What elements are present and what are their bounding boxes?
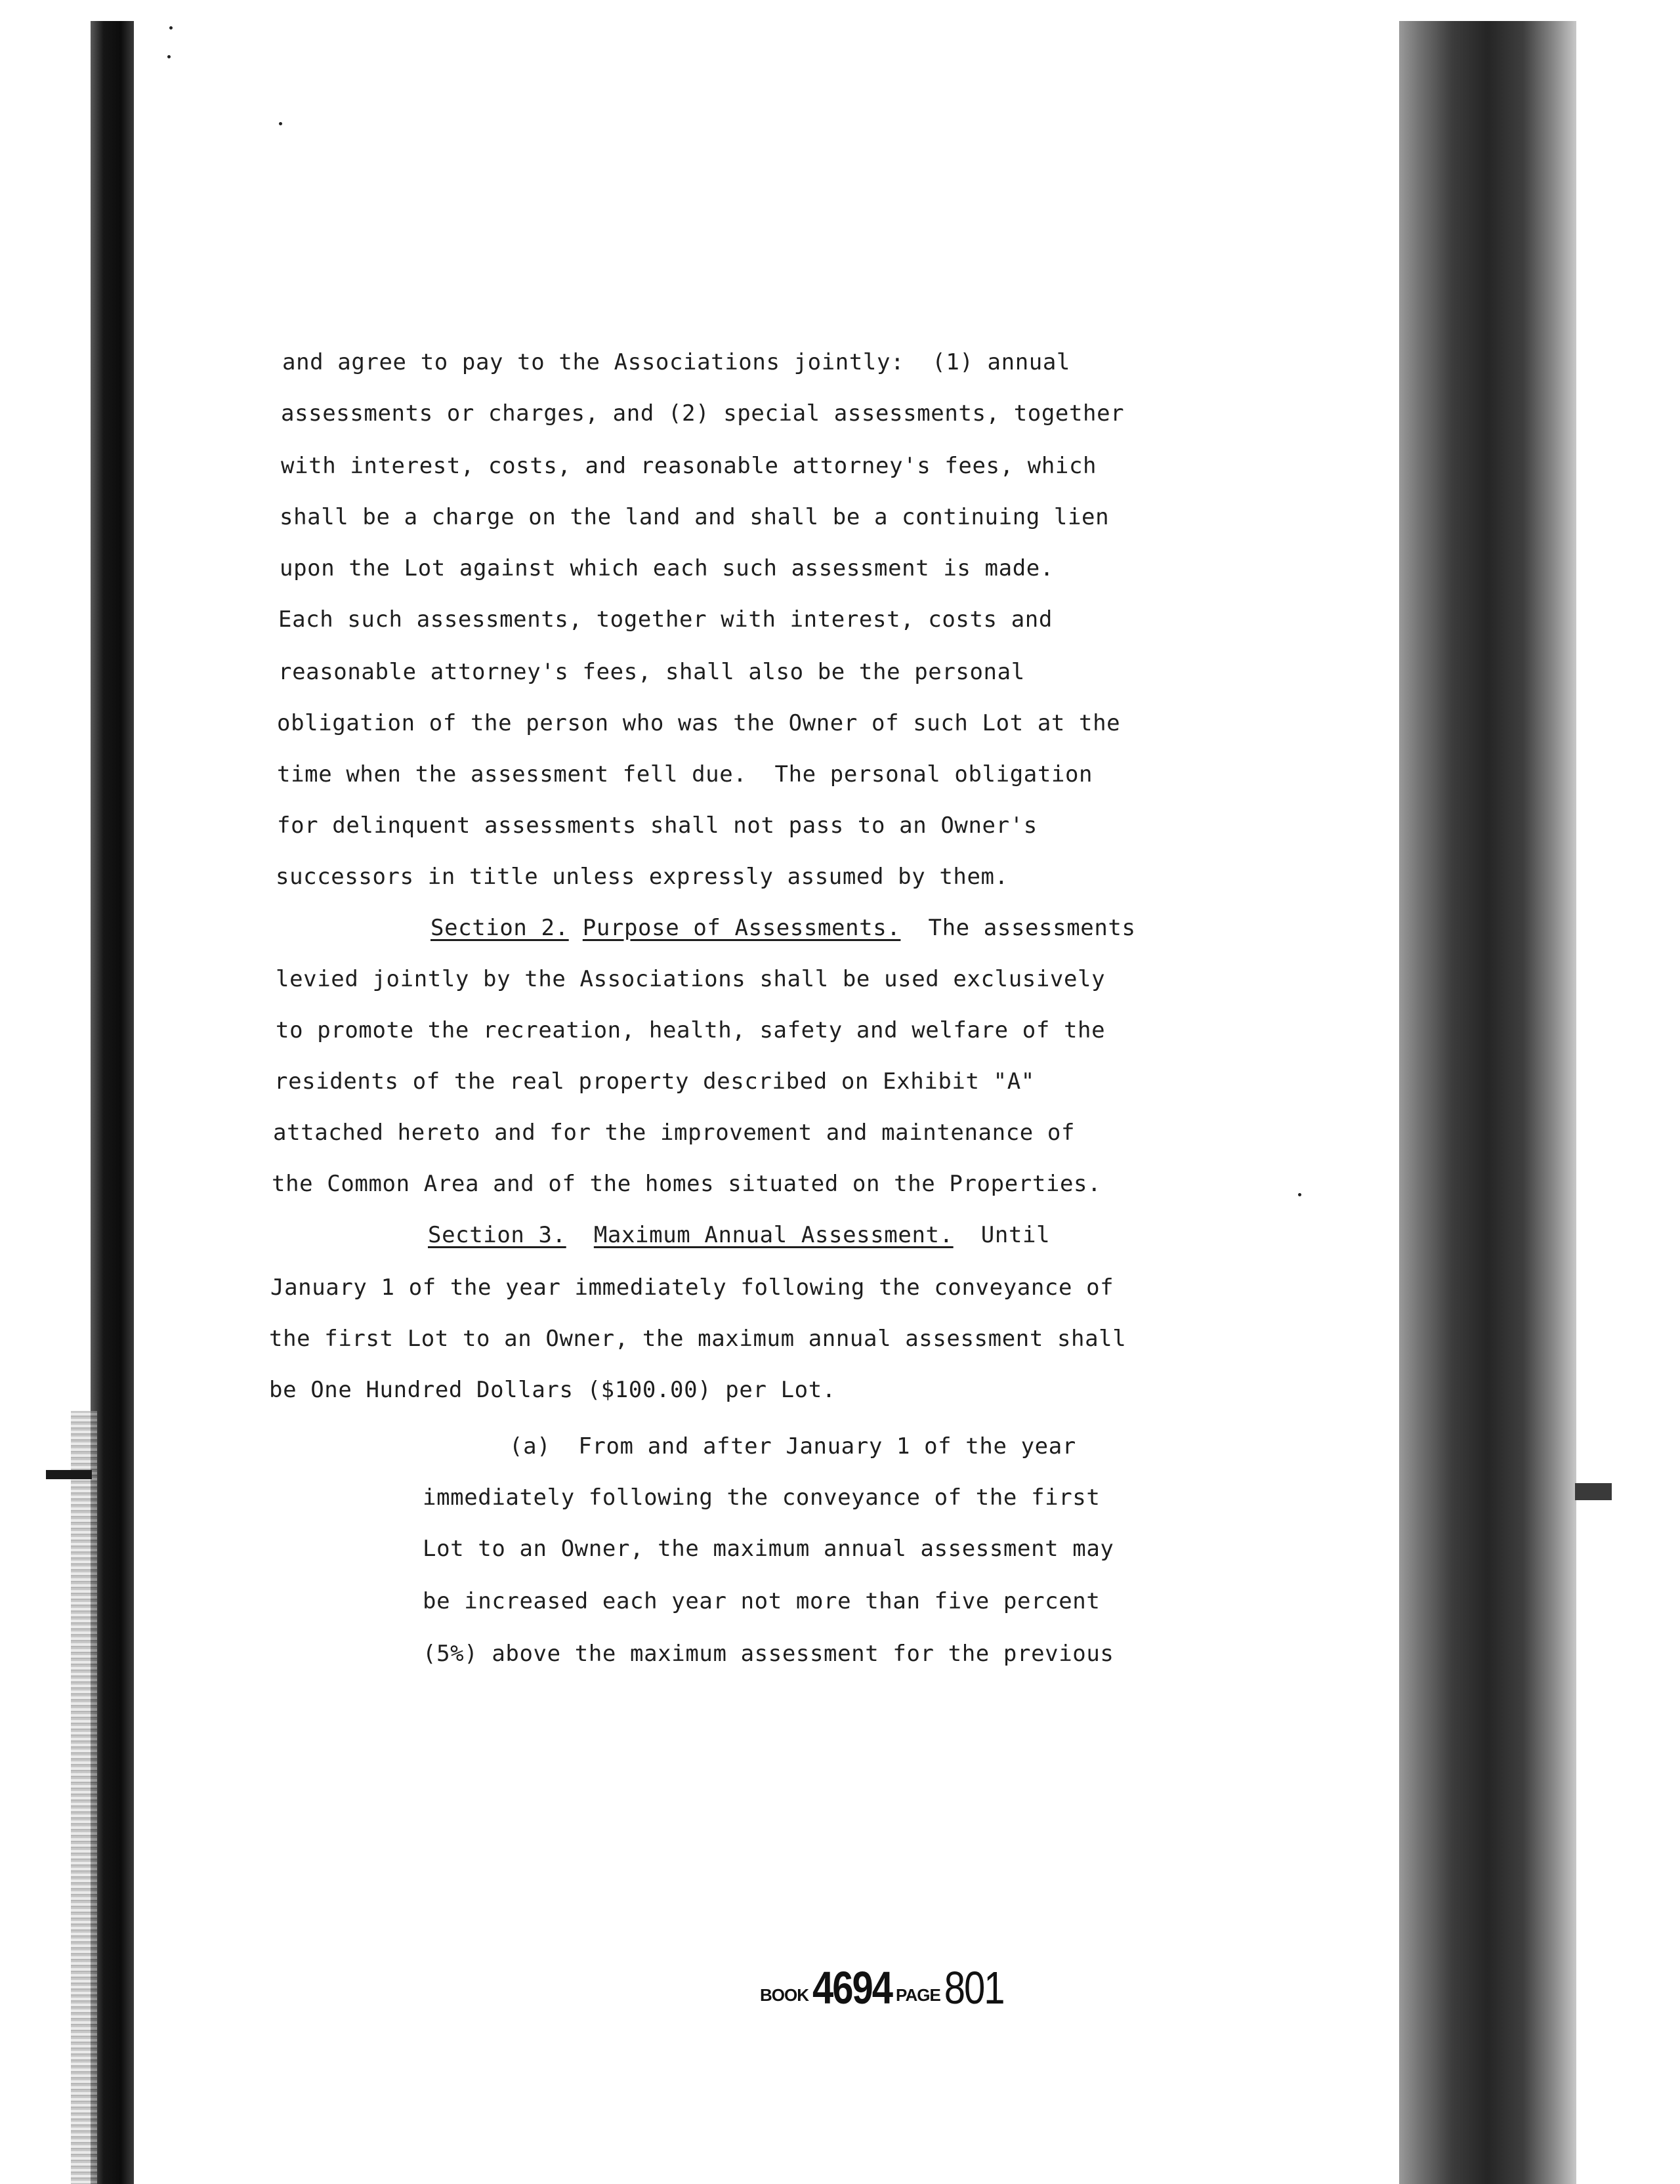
- text-line: for delinquent assessments shall not pass to an Owner's: [277, 812, 1038, 839]
- speck: [1298, 1193, 1301, 1196]
- text-line: shall be a charge on the land and shall be a continuing lien: [280, 504, 1110, 530]
- text-line: residents of the real property described on Exhibit "A": [274, 1068, 1035, 1095]
- speck: [279, 122, 282, 125]
- section-3-number: Section 3.: [428, 1222, 566, 1248]
- scan-noise-left: [71, 1411, 97, 2184]
- text-line: January 1 of the year immediately following the conveyance of: [270, 1274, 1114, 1301]
- text-line: (a) From and after January 1 of the year: [509, 1433, 1076, 1460]
- section-3-first-line: Until: [953, 1222, 1051, 1248]
- text-line: and agree to pay to the Associations jointly: (1) annual: [282, 349, 1070, 375]
- section-3-title: Maximum Annual Assessment.: [593, 1222, 954, 1248]
- text-line: to promote the recreation, health, safety and welfare of the: [276, 1017, 1106, 1043]
- section-2-number: Section 2.: [430, 915, 569, 941]
- book-label: BOOK: [760, 1985, 808, 2005]
- section-2-first-line: The assessments: [900, 915, 1136, 941]
- text-line: be increased each year not more than five percent: [423, 1588, 1101, 1614]
- text-line: time when the assessment fell due. The personal obligation: [277, 761, 1093, 788]
- scan-edge-right: [1399, 21, 1576, 2184]
- scan-notch-right: [1575, 1483, 1612, 1500]
- section-2-title: Purpose of Assessments.: [582, 915, 901, 941]
- text-line: the first Lot to an Owner, the maximum annual assessment shall: [269, 1326, 1127, 1352]
- scan-notch-left: [46, 1470, 92, 1479]
- text-line: with interest, costs, and reasonable attorney's fees, which: [281, 453, 1097, 479]
- speck: [167, 55, 171, 58]
- section-2-heading-line: [430, 915, 1136, 941]
- text-line: reasonable attorney's fees, shall also be the personal: [278, 659, 1025, 685]
- section-3-heading-line: [428, 1222, 1050, 1248]
- text-line: Each such assessments, together with interest, costs and: [278, 606, 1053, 633]
- text-line: Lot to an Owner, the maximum annual assessment may: [423, 1536, 1114, 1562]
- text-line: upon the Lot against which each such assessment is made.: [280, 555, 1054, 581]
- text-line: assessments or charges, and (2) special assessments, together: [281, 400, 1125, 427]
- page-number: 801: [944, 1962, 1004, 2014]
- page-label: PAGE: [896, 1985, 940, 2005]
- text-line: obligation of the person who was the Owner of such Lot at the: [277, 710, 1121, 736]
- text-line: be One Hundred Dollars ($100.00) per Lot.: [269, 1377, 836, 1403]
- text-line: (5%) above the maximum assessment for the previous: [423, 1641, 1114, 1667]
- book-page-stamp: [760, 1962, 1004, 2014]
- speck: [169, 26, 173, 30]
- text-line: attached hereto and for the improvement and maintenance of: [273, 1120, 1076, 1146]
- text-line: the Common Area and of the homes situated on the Properties.: [272, 1171, 1102, 1197]
- text-line: levied jointly by the Associations shall be used exclusively: [276, 966, 1106, 992]
- book-number: 4694: [812, 1962, 892, 2014]
- text-line: immediately following the conveyance of the first: [423, 1484, 1101, 1511]
- text-line: successors in title unless expressly assumed by them.: [276, 864, 1009, 890]
